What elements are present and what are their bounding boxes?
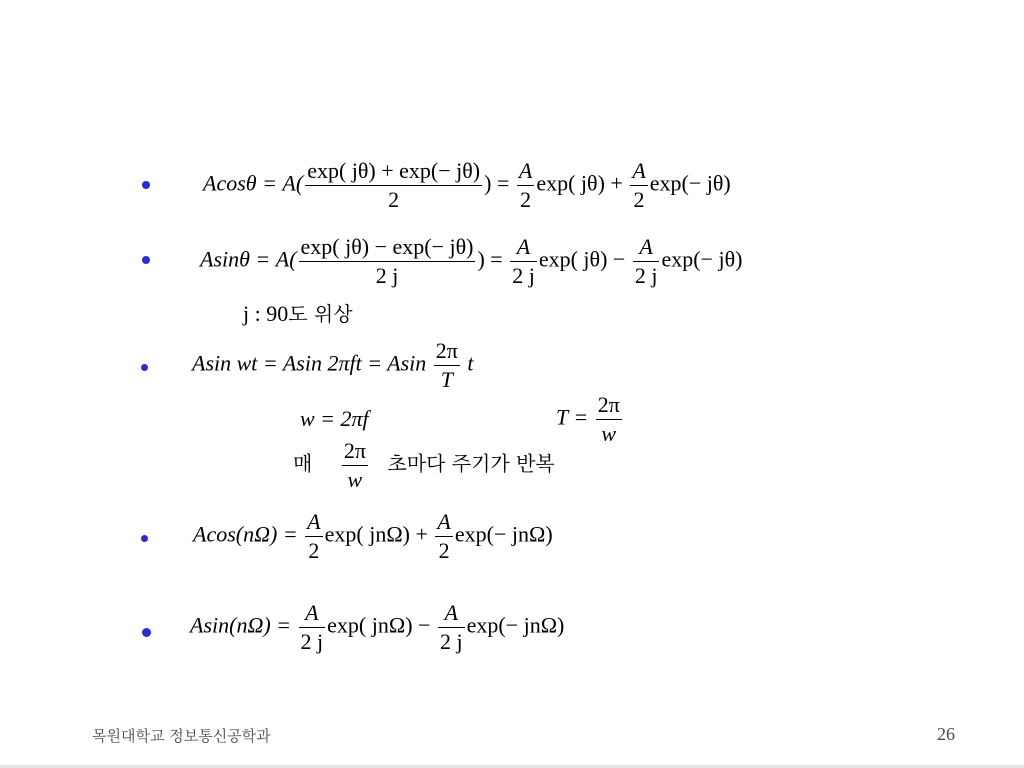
equation-sin-theta: [200, 236, 742, 287]
eq4-term1: exp( jnΩ) +: [324, 521, 428, 547]
eq2-frac-den: 2 j: [375, 263, 399, 288]
equation-w: [300, 408, 369, 430]
eq3c-fraction: [596, 394, 622, 445]
bullet-4: [141, 535, 148, 542]
eq2-coef2-num: A: [633, 236, 660, 262]
eq3-t: t: [467, 350, 474, 376]
eq1-term1: exp( jθ) +: [536, 170, 623, 196]
eq3-lhs: Asin wt = Asin 2πft = Asin: [192, 350, 427, 376]
eq3b-w: w = 2πf: [300, 406, 369, 431]
eq2-coef1: [510, 236, 537, 287]
equation-cos-theta: [203, 160, 731, 211]
eq2-mid: ) =: [477, 246, 503, 272]
phase-note-korean: 도 위상: [288, 302, 353, 326]
eq1-mid: ) =: [484, 170, 510, 196]
equation-T: [556, 394, 624, 445]
eq1-term2: exp(− jθ): [649, 170, 731, 196]
eq3-frac-num: 2π: [434, 340, 460, 366]
eq5-coef2: [438, 602, 465, 653]
eq1-frac-num: exp( jθ) + exp(− jθ): [305, 160, 482, 186]
bullet-1: [142, 181, 150, 189]
eq5-coef2-num: A: [438, 602, 465, 628]
eq4-coef2-num: A: [435, 511, 452, 537]
eq4-term2: exp(− jnΩ): [454, 521, 553, 547]
eq2-coef1-den: 2 j: [512, 263, 535, 288]
eq2-coef2: [633, 236, 660, 287]
eq1-coef1: [517, 160, 534, 211]
eq1-frac-den: 2: [388, 187, 400, 212]
eq1-coef2-num: A: [630, 160, 647, 186]
phase-note: [243, 298, 353, 327]
eq5-coef1: [299, 602, 326, 653]
repeat-statement: [293, 440, 555, 491]
eq4-lhs: Acos(nΩ) =: [193, 521, 298, 547]
eq2-coef1-num: A: [510, 236, 537, 262]
eq3c-frac-num: 2π: [596, 394, 622, 420]
eq2-term2: exp(− jθ): [661, 246, 743, 272]
eq5-term2: exp(− jnΩ): [466, 612, 565, 638]
eq1-coef1-num: A: [517, 160, 534, 186]
repeat-text: 초마다 주기가 반복: [387, 451, 555, 476]
eq2-lhs: Asinθ = A(: [200, 246, 297, 272]
eq5-term1: exp( jnΩ) −: [327, 612, 431, 638]
eq1-coef2: [630, 160, 647, 211]
eq1-coef2-den: 2: [633, 187, 645, 212]
page-number: 26: [937, 724, 955, 744]
eq5-coef1-den: 2 j: [300, 629, 324, 654]
phase-note-prefix: j : 90: [243, 301, 289, 326]
equation-cos-nomega: [193, 511, 553, 562]
eq3-fraction: [434, 340, 460, 391]
eq4-coef1-den: 2: [308, 538, 320, 563]
eq5-lhs: Asin(nΩ) =: [190, 612, 292, 638]
eq4-coef1-num: A: [305, 511, 322, 537]
eq4-coef2: [435, 511, 452, 562]
bullet-5: [142, 628, 151, 637]
eq4-coef2-den: 2: [438, 538, 450, 563]
equation-sin-wt: [192, 340, 474, 391]
eq3c-frac-den: w: [601, 421, 617, 446]
equation-sin-nomega: [190, 602, 564, 653]
bullet-2: [142, 256, 150, 264]
eq2-coef2-den: 2 j: [634, 263, 658, 288]
eq1-coef1-den: 2: [520, 187, 532, 212]
footer-institution: 목원대학교 정보통신공학과: [92, 727, 271, 745]
bullet-3: [141, 364, 148, 371]
eq4-coef1: [305, 511, 322, 562]
eq3-frac-den: T: [440, 367, 453, 392]
repeat-fraction: [342, 440, 368, 491]
repeat-frac-den: w: [347, 467, 363, 492]
repeat-every: 매: [293, 451, 313, 476]
eq1-fraction: [305, 160, 482, 211]
repeat-frac-num: 2π: [342, 440, 368, 466]
eq5-coef1-num: A: [299, 602, 326, 628]
eq2-term1: exp( jθ) −: [538, 246, 626, 272]
eq2-frac-num: exp( jθ) − exp(− jθ): [299, 236, 476, 262]
eq3c-lhs: T =: [556, 404, 589, 430]
eq5-coef2-den: 2 j: [439, 629, 463, 654]
eq1-lhs: Acosθ = A(: [203, 170, 304, 196]
eq2-fraction: [299, 236, 476, 287]
